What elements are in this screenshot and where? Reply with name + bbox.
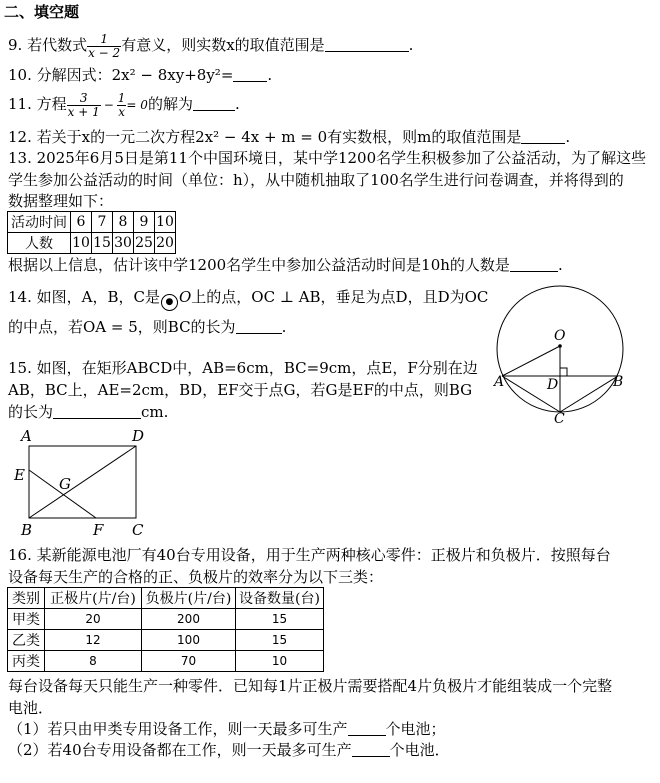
- table-cell-label: 活动时间: [8, 212, 71, 233]
- table-cell: 9: [134, 212, 155, 233]
- q11-end: .: [234, 95, 240, 114]
- q15-line-3: [8, 403, 168, 421]
- q11-frac1-den: x + 1: [67, 104, 100, 119]
- table-row: [8, 609, 324, 630]
- q13-line-1: 13. 2025年6月5日是第11个中国环境日，某中学1200名学生积极参加了公益活动，为了解这些: [8, 149, 647, 167]
- rectangle-figure: [8, 424, 158, 540]
- q11-text: 的解为: [147, 95, 193, 114]
- q15-line-1: 15. 如图，在矩形ABCD中，AB=6cm，BC=9cm，点E，F分别在边: [8, 359, 478, 377]
- table-cell: 25: [134, 233, 155, 254]
- label-a: A: [494, 374, 505, 390]
- label-o: O: [554, 328, 566, 344]
- label-d: D: [132, 427, 145, 445]
- q9-end: .: [408, 36, 414, 55]
- table-row: [8, 651, 324, 672]
- q16-line-3: 每台设备每天只能生产一种零件．已知每1片正极片需要搭配4片负极片才能组装成一个完整: [8, 677, 613, 695]
- q15-answer-blank[interactable]: [53, 404, 141, 419]
- q9-frac-den: x − 2: [88, 45, 121, 60]
- table-cell: 10: [71, 233, 92, 254]
- q13-answer-blank[interactable]: [510, 257, 558, 272]
- table-row: [8, 233, 176, 254]
- table-header-row: [8, 588, 324, 609]
- q11-minus: −: [103, 98, 114, 113]
- q15-unit: cm.: [141, 403, 169, 421]
- q10-end: .: [267, 66, 273, 84]
- q11-answer-blank[interactable]: [193, 96, 235, 111]
- table-header: 正极片(片/台): [45, 588, 142, 609]
- label-e: E: [14, 466, 25, 484]
- q14-end: .: [281, 318, 287, 336]
- q16-sub-2: [8, 741, 450, 759]
- table-cell: 15: [92, 233, 113, 254]
- label-c: C: [554, 411, 565, 426]
- table-cell: 70: [142, 651, 236, 672]
- q12-text: 12. 若关于x的一元二次方程2x² − 4x + m = 0有实数根，则m的取值范围是: [8, 128, 522, 146]
- q11-frac2-num: 1: [117, 91, 126, 105]
- label-c: C: [132, 521, 144, 539]
- q14-answer-blank[interactable]: [236, 319, 282, 334]
- q9-frac-num: 1: [87, 33, 121, 47]
- label-d: D: [547, 377, 559, 393]
- table-cell: 20: [45, 609, 142, 630]
- table-header: 设备数量(台): [236, 588, 324, 609]
- q11-frac1-num: 3: [67, 92, 101, 106]
- table-cell: 12: [45, 630, 142, 651]
- q12-answer-blank[interactable]: [521, 129, 565, 144]
- table-row: [8, 212, 176, 233]
- q14-text-a: 14. 如图，A，B，C是: [8, 288, 160, 306]
- q15-line-2: AB，BC上，AE=2cm，BD，EF交于点G，若G是EF的中点，则BG: [8, 381, 473, 399]
- q15-text: 的长为: [8, 403, 54, 421]
- q16-sub2-end: 个电池．: [389, 741, 450, 759]
- equipment-table: [7, 587, 324, 672]
- q16-sub1-end: 个电池；: [385, 720, 446, 738]
- q9-fraction: [87, 33, 121, 59]
- q13-line-3: 数据整理如下：: [8, 192, 114, 210]
- table-cell: 乙类: [8, 630, 45, 651]
- q16-sub2-answer-blank[interactable]: [352, 742, 390, 757]
- q10-answer-blank[interactable]: [233, 67, 267, 82]
- q13-line-4: [8, 256, 563, 274]
- label-b: B: [21, 521, 33, 539]
- circle-dot-icon: ●: [161, 294, 178, 311]
- q16-sub1-answer-blank[interactable]: [348, 721, 386, 736]
- segment-oa: [502, 346, 560, 376]
- q11-fraction-1: [67, 92, 101, 118]
- q11-fraction-2: [117, 92, 127, 118]
- table-cell: 8: [45, 651, 142, 672]
- table-cell: 30: [113, 233, 134, 254]
- q16-line-2: 设备每天生产的合格的正、负极片的效率分为以下三类：: [8, 568, 384, 586]
- q14-circle-label: O: [178, 288, 192, 306]
- table-cell: 8: [113, 212, 134, 233]
- label-b: B: [613, 374, 624, 390]
- segment-bc: [560, 376, 618, 412]
- table-header: 负极片(片/台): [142, 588, 236, 609]
- q12-end: .: [565, 128, 571, 146]
- table-cell: 甲类: [8, 609, 45, 630]
- table-row: [8, 630, 324, 651]
- center-point: [558, 344, 562, 348]
- label-g: G: [59, 475, 71, 493]
- table-header: 类别: [8, 588, 45, 609]
- q14-text-b: 上的点，OC ⊥ AB，垂足为点D，且D为OC: [191, 288, 489, 306]
- table-cell: 6: [71, 212, 92, 233]
- activity-time-table: [7, 211, 176, 254]
- q14-line-2: [8, 318, 286, 336]
- q16-line-1: 16. 某新能源电池厂有40台专用设备，用于生产两种核心零件：正极片和负极片．按照每台: [8, 546, 611, 564]
- q16-sub-1: [8, 720, 446, 738]
- question-12: [8, 128, 570, 146]
- table-cell: 10: [155, 212, 176, 233]
- table-cell: 15: [236, 630, 324, 651]
- table-cell: 100: [142, 630, 236, 651]
- table-cell: 7: [92, 212, 113, 233]
- q13-question-text: 根据以上信息，估计该中学1200名学生中参加公益活动时间是10h的人数是: [8, 256, 510, 274]
- right-angle-mark: [560, 368, 567, 376]
- q16-sub1-text: （1）若只由甲类专用设备工作，则一天最多可生产: [8, 720, 348, 738]
- q9-answer-blank[interactable]: [325, 37, 409, 52]
- q11-prefix: 11. 方程: [8, 95, 67, 114]
- q16-sub2-text: （2）若40台专用设备都在工作，则一天最多可生产: [8, 741, 352, 759]
- label-a: A: [21, 427, 32, 445]
- q11-frac2-den: x: [118, 104, 125, 119]
- section-title: 二、填空题: [4, 3, 80, 21]
- q11-equals: = 0: [126, 98, 148, 113]
- q9-prefix: 9. 若代数式: [8, 36, 88, 55]
- q14-text-c: 的中点，若OA = 5，则BC的长为: [8, 318, 236, 336]
- question-10: [8, 66, 272, 84]
- q14-line-1: [8, 288, 488, 311]
- circle-figure: [492, 282, 656, 426]
- table-cell: 10: [236, 651, 324, 672]
- table-cell-label: 人数: [8, 233, 71, 254]
- question-11: [8, 92, 240, 118]
- table-cell: 15: [236, 609, 324, 630]
- q13-line-2: 学生参加公益活动的时间（单位：h），从中随机抽取了100名学生进行问卷调查，并将得到的: [8, 171, 624, 189]
- question-9: [8, 33, 413, 59]
- table-cell: 20: [155, 233, 176, 254]
- q9-text: 有意义，则实数x的取值范围是: [121, 36, 325, 55]
- table-cell: 丙类: [8, 651, 45, 672]
- q10-text: 10. 分解因式：2x² − 8xy+8y²=: [8, 66, 234, 84]
- table-cell: 200: [142, 609, 236, 630]
- label-f: F: [93, 521, 104, 539]
- q16-line-4: 电池．: [8, 699, 54, 717]
- q13-end: .: [557, 256, 563, 274]
